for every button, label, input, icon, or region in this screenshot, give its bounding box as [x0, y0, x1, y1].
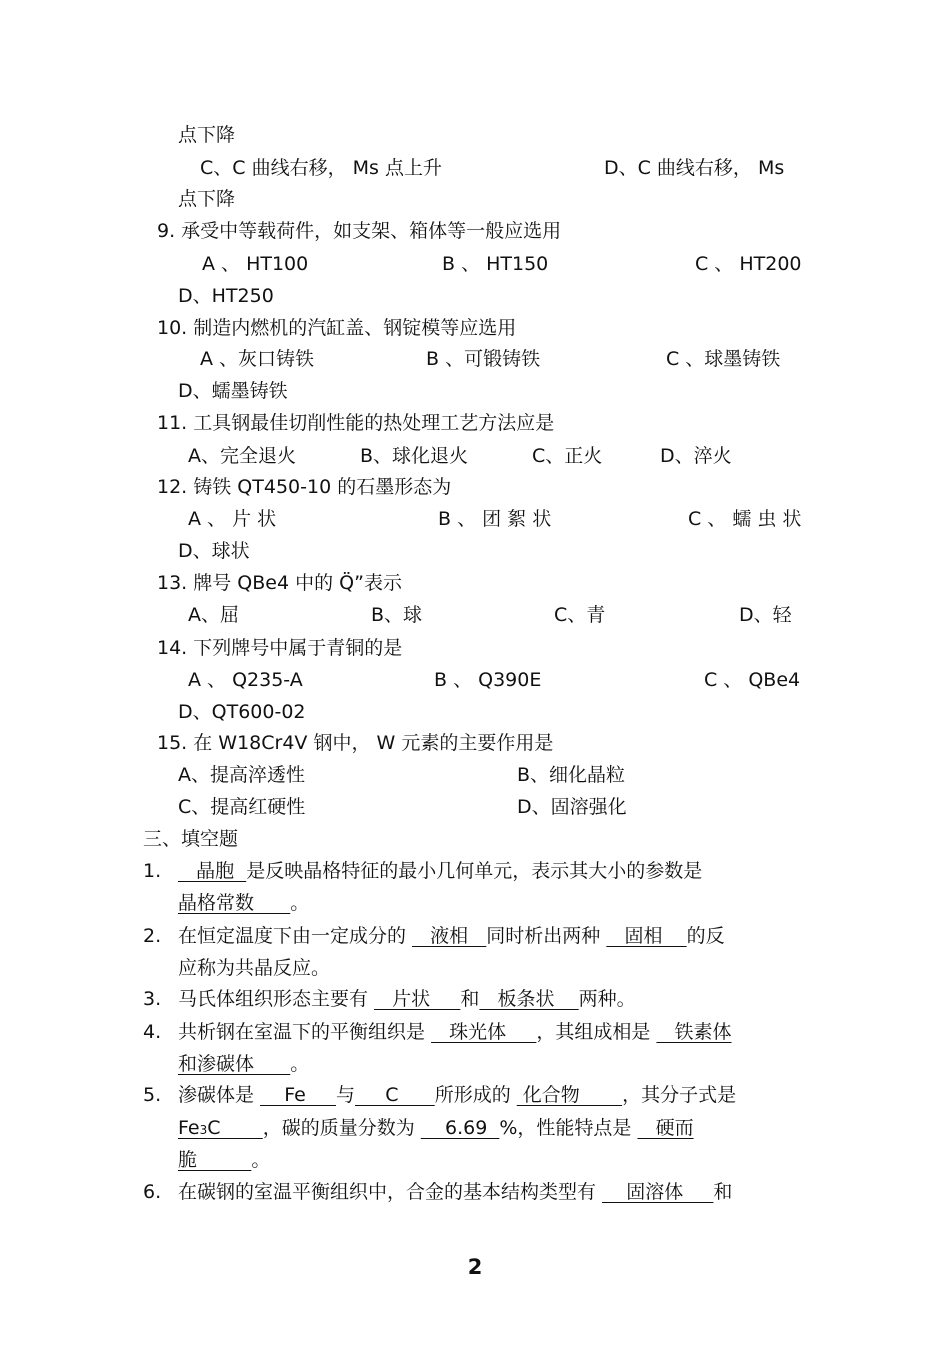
fill-5-answer-property: 硬而	[637, 1117, 694, 1139]
fill-2-number: 2.	[143, 925, 162, 947]
fill-2-answer-2: 固相	[606, 925, 687, 947]
q12-stem: 12. 铸铁 QT450-10 的石墨形态为	[157, 476, 452, 498]
fill-5-answer-formula: Fe3C	[178, 1117, 263, 1139]
fill-5-answer-property-cont: 脆	[178, 1149, 252, 1171]
fill-4-answer-2: 铁素体	[656, 1021, 732, 1043]
page-number: 2	[467, 1255, 483, 1279]
fill-4-answer-2-cont: 和渗碳体	[178, 1053, 291, 1075]
fill-2-text-2: 同时析出两种	[486, 925, 607, 947]
fill-3-line-1	[178, 987, 636, 1011]
q9-option-d: D、HT250	[178, 285, 274, 307]
q15-option-b: B、细化晶粒	[517, 764, 626, 786]
fill-1-answer-1: 晶胞	[178, 860, 247, 882]
q12-option-b: B 、 团 絮 状	[438, 508, 552, 530]
fill-6-text-1: 在碳钢的室温平衡组织中，合金的基本结构类型有	[178, 1181, 603, 1203]
fill-5-text-1: 渗碳体是	[178, 1084, 261, 1106]
fill-1-number: 1.	[143, 860, 162, 882]
fill-5-text-2: 与	[335, 1084, 355, 1106]
fill-4-text-3: 。	[290, 1053, 310, 1075]
fill-4-text-1: 共析钢在室温下的平衡组织是	[178, 1021, 432, 1043]
fill-6-text-2: 和	[713, 1181, 733, 1203]
q15-option-c: C、提高红硬性	[178, 796, 306, 818]
q14-stem: 14. 下列牌号中属于青铜的是	[157, 637, 403, 659]
q15-option-a: A、提高淬透性	[178, 764, 305, 786]
q12-option-a: A 、 片 状	[188, 508, 277, 530]
fill-3-text-2: 和	[460, 988, 480, 1010]
fill-1-text-1: 是反映晶格特征的最小几何单元，表示其大小的参数是	[246, 860, 703, 882]
q10-stem: 10. 制造内燃机的汽缸盖、钢锭模等应选用	[157, 317, 517, 339]
q10-option-a: A 、灰口铸铁	[200, 348, 315, 370]
fill-6-answer-1: 固溶体	[602, 1181, 714, 1203]
fill-5-text-6: %，性能特点是	[499, 1117, 638, 1139]
fill-1-text-2: 。	[290, 892, 310, 914]
q13-option-d: D、轻	[739, 604, 792, 626]
q10-option-b: B 、可锻铸铁	[426, 348, 541, 370]
fill-3-answer-2: 板条状	[479, 988, 579, 1010]
fill-2-line-2: 应称为共晶反应。	[178, 957, 331, 979]
q15-option-d: D、固溶强化	[517, 796, 627, 818]
fill-5-text-4: ，其分子式是	[622, 1084, 737, 1106]
q8-option-d: D、C 曲线右移， Ms	[604, 157, 785, 179]
q12-option-c: C 、 蠕 虫 状	[688, 508, 802, 530]
q10-option-d: D、蠕墨铸铁	[178, 380, 288, 402]
fill-4-answer-1: 珠光体	[431, 1021, 537, 1043]
fill-3-number: 3.	[143, 988, 162, 1010]
q13-option-b: B、球	[371, 604, 423, 626]
q14-option-c: C 、 QBe4	[704, 669, 801, 691]
q11-stem: 11. 工具钢最佳切削性能的热处理工艺方法应是	[157, 412, 555, 434]
q8-option-d-tail: 点下降	[178, 188, 236, 210]
q12-option-d: D、球状	[178, 540, 250, 562]
q9-option-b: B 、 HT150	[442, 253, 549, 275]
fill-3-text-1: 马氏体组织形态主要有	[178, 988, 375, 1010]
q11-option-c: C、正火	[532, 445, 603, 467]
q14-option-d: D、QT600-02	[178, 701, 306, 723]
q9-option-c: C 、 HT200	[695, 253, 802, 275]
fill-6-number: 6.	[143, 1181, 162, 1203]
q14-option-a: A 、 Q235-A	[188, 669, 303, 691]
fill-2-text-1: 在恒定温度下由一定成分的	[178, 925, 413, 947]
section-title: 三、填空题	[143, 828, 239, 850]
fill-5-line-3	[178, 1148, 270, 1172]
fill-1-line-1	[178, 859, 702, 883]
fill-4-line-2	[178, 1052, 309, 1076]
q9-option-a: A 、 HT100	[202, 253, 309, 275]
fill-5-number: 5.	[143, 1084, 162, 1106]
q10-option-c: C 、球墨铸铁	[666, 348, 781, 370]
q8-option-c: C、C 曲线右移， Ms 点上升	[200, 157, 442, 179]
q13-option-c: C、青	[554, 604, 606, 626]
fill-3-text-3: 两种。	[578, 988, 636, 1010]
q14-option-b: B 、 Q390E	[434, 669, 542, 691]
fill-3-answer-1: 片状	[374, 988, 461, 1010]
fill-6-line-1	[178, 1180, 732, 1204]
q9-stem: 9. 承受中等载荷件，如支架、箱体等一般应选用	[157, 220, 562, 242]
fill-4-line-1	[178, 1020, 732, 1044]
fill-5-answer-compound: 化合物	[516, 1084, 623, 1106]
fill-1-answer-2: 晶格常数	[178, 892, 291, 914]
fill-5-text-7: 。	[251, 1149, 271, 1171]
fill-2-line-1	[178, 924, 725, 948]
fill-5-text-5: ，碳的质量分数为	[262, 1117, 421, 1139]
fill-2-text-3: 的反	[686, 925, 725, 947]
fill-5-line-1	[178, 1083, 736, 1107]
fill-5-line-2	[178, 1116, 694, 1142]
fill-4-number: 4.	[143, 1021, 162, 1043]
q11-option-b: B、球化退火	[360, 445, 469, 467]
fill-4-text-2: ，其组成相是	[536, 1021, 657, 1043]
fill-5-answer-c: C	[355, 1084, 435, 1106]
q15-stem: 15. 在 W18Cr4V 钢中， W 元素的主要作用是	[157, 732, 554, 754]
fill-2-answer-1: 液相	[412, 925, 487, 947]
fill-5-text-3: 所形成的	[434, 1084, 517, 1106]
q11-option-a: A、完全退火	[188, 445, 296, 467]
q11-option-d: D、淬火	[660, 445, 732, 467]
q8-option-a-tail: 点下降	[178, 124, 236, 146]
fill-5-answer-fe: Fe	[260, 1084, 336, 1106]
fill-1-line-2	[178, 891, 309, 915]
q13-stem: 13. 牌号 QBe4 中的 Q̈”表示	[157, 572, 402, 594]
fill-5-answer-carbon: 6.69	[420, 1117, 500, 1139]
q13-option-a: A、屈	[188, 604, 239, 626]
